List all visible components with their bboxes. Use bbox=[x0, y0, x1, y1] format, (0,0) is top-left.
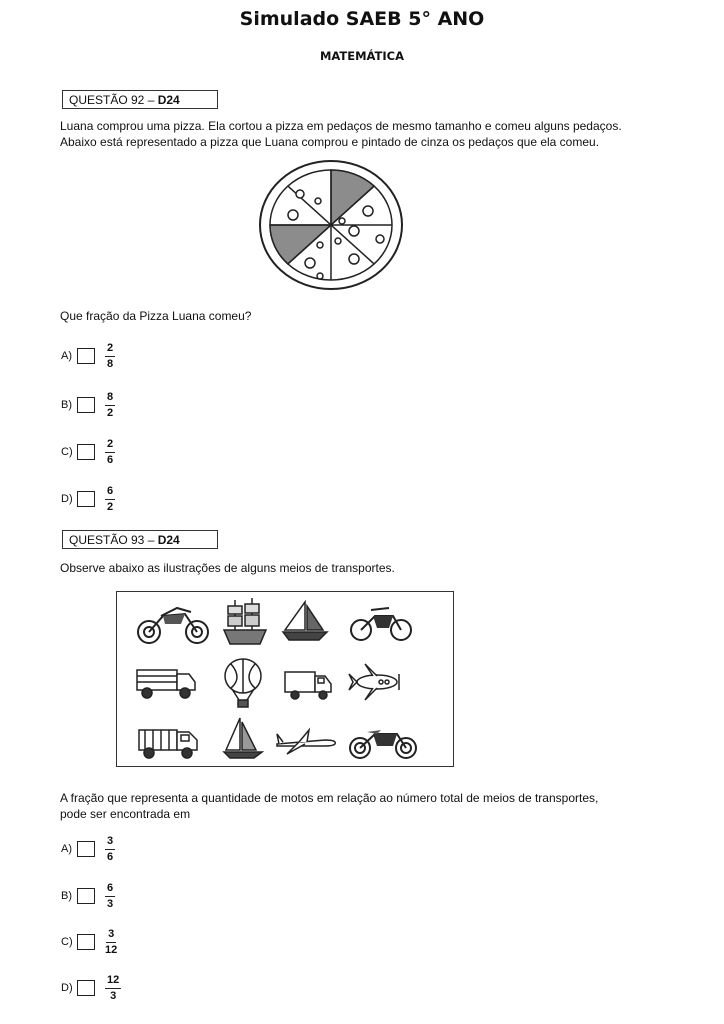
transport-illustrations bbox=[116, 591, 454, 767]
fraction-numerator: 3 bbox=[106, 928, 116, 943]
q92-option-c[interactable] bbox=[61, 434, 115, 470]
question-93-header bbox=[62, 530, 218, 549]
question-92-prompt: Que fração da Pizza Luana comeu? bbox=[60, 309, 252, 323]
fraction-denominator: 6 bbox=[107, 453, 114, 466]
fraction-denominator: 2 bbox=[107, 406, 114, 419]
fraction-denominator: 6 bbox=[107, 850, 114, 863]
fraction-numerator: 6 bbox=[105, 882, 115, 897]
fraction bbox=[105, 882, 115, 911]
fraction-numerator: 2 bbox=[105, 342, 115, 357]
option-checkbox[interactable] bbox=[77, 491, 95, 507]
pizza-illustration bbox=[258, 159, 404, 291]
question-92-header bbox=[62, 90, 218, 109]
option-letter: C) bbox=[61, 936, 73, 948]
subject-heading: MATEMÁTICA bbox=[319, 49, 405, 63]
question-93-prompt-2: pode ser encontrada em bbox=[60, 807, 191, 821]
question-92-code: D24 bbox=[157, 93, 180, 107]
fraction-denominator: 3 bbox=[107, 897, 114, 910]
fraction bbox=[105, 485, 115, 514]
sailboat-icon bbox=[220, 716, 264, 762]
fraction-numerator: 2 bbox=[105, 438, 115, 453]
option-letter: D) bbox=[61, 493, 73, 505]
fraction-denominator: 2 bbox=[107, 500, 114, 513]
q92-option-d[interactable] bbox=[61, 481, 115, 517]
page-title: Simulado SAEB 5° ANO bbox=[239, 8, 485, 30]
q93-option-c[interactable] bbox=[61, 924, 117, 960]
fraction-numerator: 6 bbox=[105, 485, 115, 500]
fraction bbox=[105, 342, 115, 371]
option-checkbox[interactable] bbox=[77, 934, 95, 950]
question-93-text: Observe abaixo as ilustrações de alguns meios de transportes. bbox=[60, 561, 395, 575]
option-letter: A) bbox=[61, 350, 72, 362]
motorcycle-icon bbox=[135, 602, 211, 646]
fraction-denominator: 8 bbox=[107, 357, 114, 370]
sailboat-icon bbox=[279, 598, 331, 644]
fraction bbox=[105, 974, 121, 1003]
fraction bbox=[105, 835, 115, 864]
airplane-icon bbox=[347, 662, 407, 702]
q92-option-a[interactable] bbox=[61, 338, 115, 374]
fraction-numerator: 12 bbox=[105, 974, 121, 989]
option-letter: B) bbox=[61, 399, 72, 411]
question-93-label: QUESTÃO 93 – bbox=[69, 533, 155, 547]
motorcycle-icon bbox=[347, 720, 419, 762]
option-checkbox[interactable] bbox=[77, 444, 95, 460]
jet-airplane-icon bbox=[275, 724, 339, 758]
question-92-label: QUESTÃO 92 – bbox=[69, 93, 155, 107]
truck-icon bbox=[135, 662, 197, 700]
option-letter: A) bbox=[61, 843, 72, 855]
fraction bbox=[105, 438, 115, 467]
truck-icon bbox=[137, 722, 199, 760]
option-letter: C) bbox=[61, 446, 73, 458]
q92-option-b[interactable] bbox=[61, 387, 115, 423]
motorcycle-icon bbox=[349, 600, 413, 644]
van-icon bbox=[283, 668, 333, 702]
fraction-denominator: 12 bbox=[105, 943, 118, 956]
fraction bbox=[105, 391, 115, 420]
question-93-prompt-1: A fração que representa a quantidade de motos em relação ao número total de meios de transportes, bbox=[60, 791, 599, 805]
fraction bbox=[105, 928, 117, 957]
option-checkbox[interactable] bbox=[77, 348, 95, 364]
q93-option-d[interactable] bbox=[61, 970, 121, 1006]
option-checkbox[interactable] bbox=[77, 980, 95, 996]
fraction-numerator: 3 bbox=[105, 835, 115, 850]
question-92-text-1: Luana comprou uma pizza. Ela cortou a pizza em pedaços de mesmo tamanho e comeu alguns pedaços. bbox=[60, 119, 622, 133]
fraction-numerator: 8 bbox=[105, 391, 115, 406]
fraction-denominator: 3 bbox=[110, 989, 117, 1002]
ship-icon bbox=[220, 596, 270, 648]
question-93-code: D24 bbox=[157, 533, 180, 547]
option-checkbox[interactable] bbox=[77, 397, 95, 413]
option-letter: B) bbox=[61, 890, 72, 902]
hot-air-balloon-icon bbox=[222, 658, 264, 710]
option-checkbox[interactable] bbox=[77, 888, 95, 904]
option-checkbox[interactable] bbox=[77, 841, 95, 857]
question-92-text-2: Abaixo está representado a pizza que Luana comprou e pintado de cinza os pedaços que ela comeu. bbox=[60, 135, 600, 149]
q93-option-b[interactable] bbox=[61, 878, 115, 914]
q93-option-a[interactable] bbox=[61, 831, 115, 867]
option-letter: D) bbox=[61, 982, 73, 994]
